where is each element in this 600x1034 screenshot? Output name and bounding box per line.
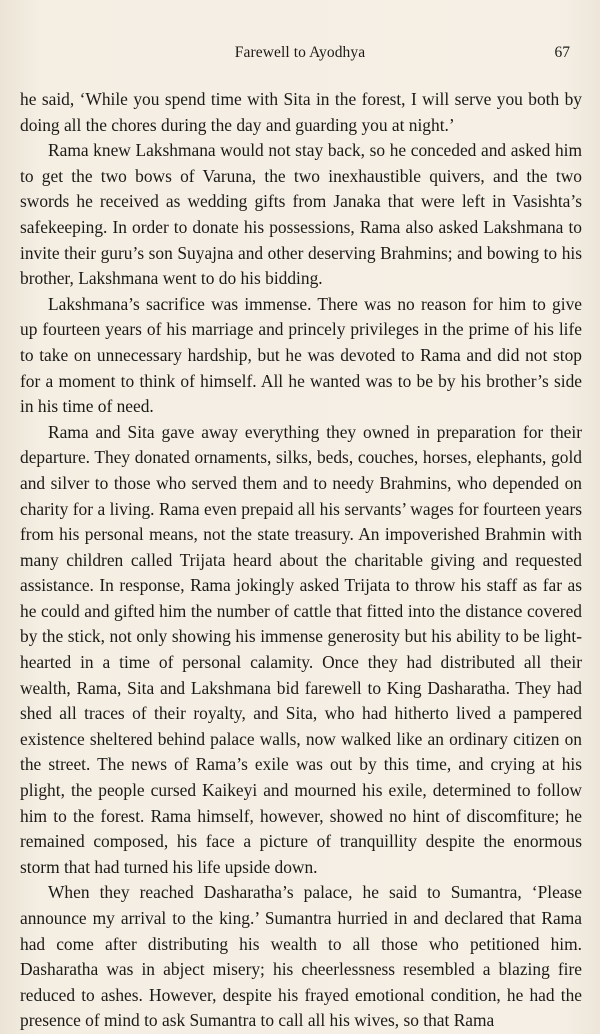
paragraph: When they reached Dasharatha’s palace, he said to Sumantra, ‘Please announce my arrival to the king.’ Sumantra hurried in and declared that Rama had come after distributing his wealth to all those who petitioned him. Dasharatha was in abject misery; his cheerlessness resembled a blazing fire reduced to ashes. However, despite his frayed emotional condition, he had the presence of mind to ask Sumantra to call all his wives, so that Rama	[20, 882, 582, 1031]
paragraph: Lakshmana’s sacrifice was immense. There was no reason for him to give up fourteen years of his marriage and princely privileges in the prime of his life to take on unnecessary hardship, but he was devoted to Rama and did not stop for a moment to think of himself. All he wanted was to be by his brother’s side in his time of need.	[20, 293, 582, 417]
running-head	[0, 44, 600, 68]
paragraph: Rama and Sita gave away everything they owned in preparation for their departure. They donated ornaments, silks, beds, couches, horses, elephants, gold and silver to those who served them and to needy Brahmins, who depended on charity for a living. Rama even prepaid all his servants’ wages for fourteen years from his personal means, not the state treasury. An impoverished Brahmin with many children called Trijata heard about the charitable giving and requested assistance. In response, Rama jokingly asked Trijata to throw his staff as far as he could and gifted him the number of cattle that fitted into the distance covered by the stick, not only showing his immense generosity but his ability to be light-hearted in a time of personal calamity. Once they had distributed all their wealth, Rama, Sita and Lakshmana bid farewell to King Dasharatha. They had shed all traces of their royalty, and Sita, who had hitherto lived a pampered existence sheltered behind palace walls, now walked like an ordinary citizen on the street. The news of Rama’s exile was out by this time, and crying at his plight, the people cursed Kaikeyi and mourned his exile, determined to follow him to the forest. Rama himself, however, showed no hint of discomfiture; he remained composed, his face a picture of tranquillity despite the enormous storm that had turned his life upside down.	[20, 421, 582, 877]
body-text	[20, 87, 582, 1034]
paragraph-continuation: he said, ‘While you spend time with Sita in the forest, I will serve you both by doing all the chores during the day and guarding you at night.’	[20, 89, 582, 135]
paragraph: Rama knew Lakshmana would not stay back, so he conceded and asked him to get the two bows of Varuna, the two inexhaustible quivers, and the two swords he received as wedding gifts from Janaka that were left in Vasishta’s safekeeping. In order to donate his possessions, Rama also asked Lakshmana to invite their guru’s son Suyajna and other deserving Brahmins; and bowing to his brother, Lakshmana went to do his bidding.	[20, 140, 582, 289]
page-number: 67	[554, 44, 570, 61]
chapter-title: Farewell to Ayodhya	[234, 44, 366, 61]
